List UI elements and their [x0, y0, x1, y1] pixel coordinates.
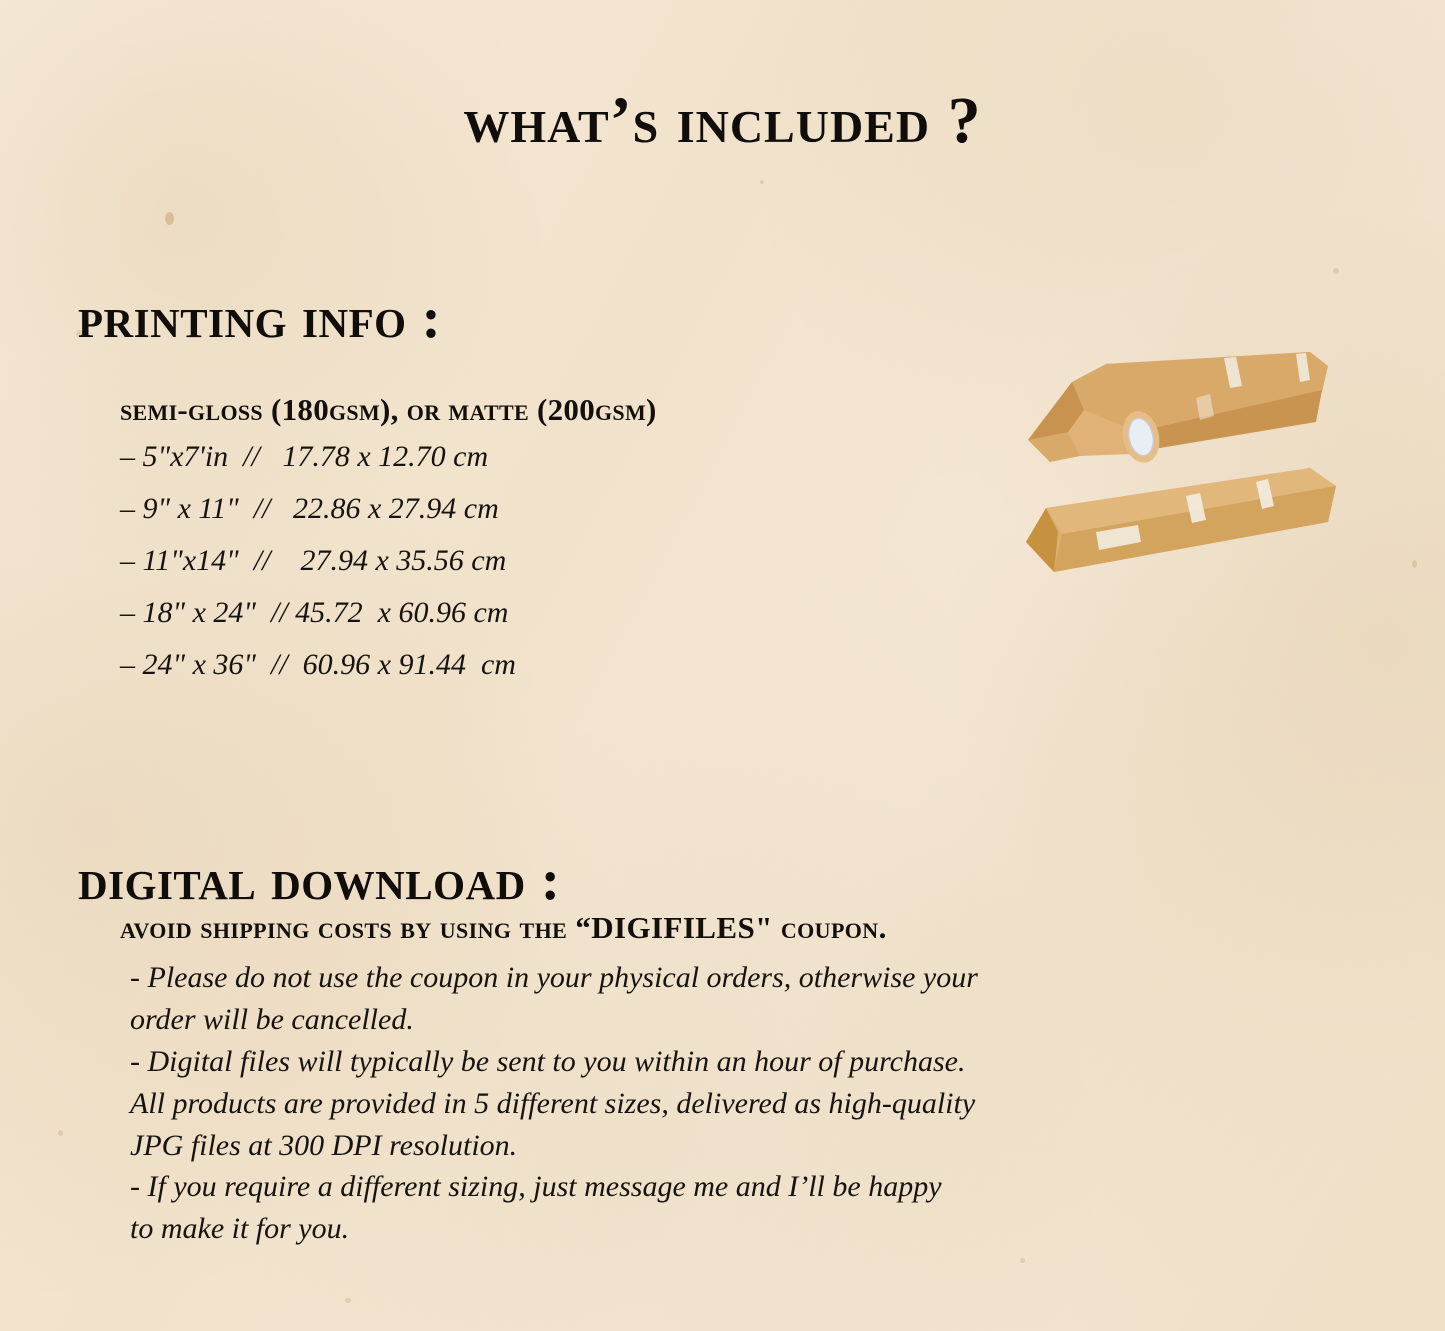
digital-note-line: order will be cancelled. — [130, 1002, 414, 1036]
coupon-text-after: coupon. — [772, 910, 887, 945]
size-line: – 18" x 24" // 45.72 x 60.96 cm — [120, 596, 509, 629]
coupon-instruction-line — [120, 910, 1350, 946]
digital-note-line: to make it for you. — [130, 1212, 350, 1246]
section-title-digital-download: digital download : — [78, 847, 561, 913]
paper-stock-line: semi-gloss (180gsm), or matte (200gsm) — [120, 392, 657, 427]
digital-note-line: All products are provided in 5 different sizes, delivered as high-quality — [130, 1086, 976, 1120]
shipping-tube-illustration — [1010, 336, 1350, 596]
digital-note-line: - Digital files will typically be sent to you within an hour of purchase. — [130, 1044, 966, 1078]
printing-info-block — [120, 392, 980, 702]
coupon-code: “DIGIFILES" — [575, 910, 773, 945]
size-line: – 5"x7'in // 17.78 x 12.70 cm — [120, 440, 489, 473]
size-line: – 11"x14" // 27.94 x 35.56 cm — [120, 544, 507, 577]
section-title-printing-info: printing info : — [78, 285, 442, 351]
size-line: – 9" x 11" // 22.86 x 27.94 cm — [120, 492, 499, 525]
page-title: what’s included ? — [463, 84, 982, 158]
digital-download-block — [120, 910, 1350, 1253]
coupon-text-before: avoid shipping costs by using the — [120, 910, 576, 945]
digital-note-line: JPG files at 300 DPI resolution. — [130, 1128, 518, 1162]
digital-note-line: - If you require a different sizing, just message me and I’ll be happy — [130, 1170, 942, 1204]
size-line: – 24" x 36" // 60.96 x 91.44 cm — [120, 648, 516, 681]
digital-note-line: - Please do not use the coupon in your physical orders, otherwise your — [130, 961, 978, 994]
